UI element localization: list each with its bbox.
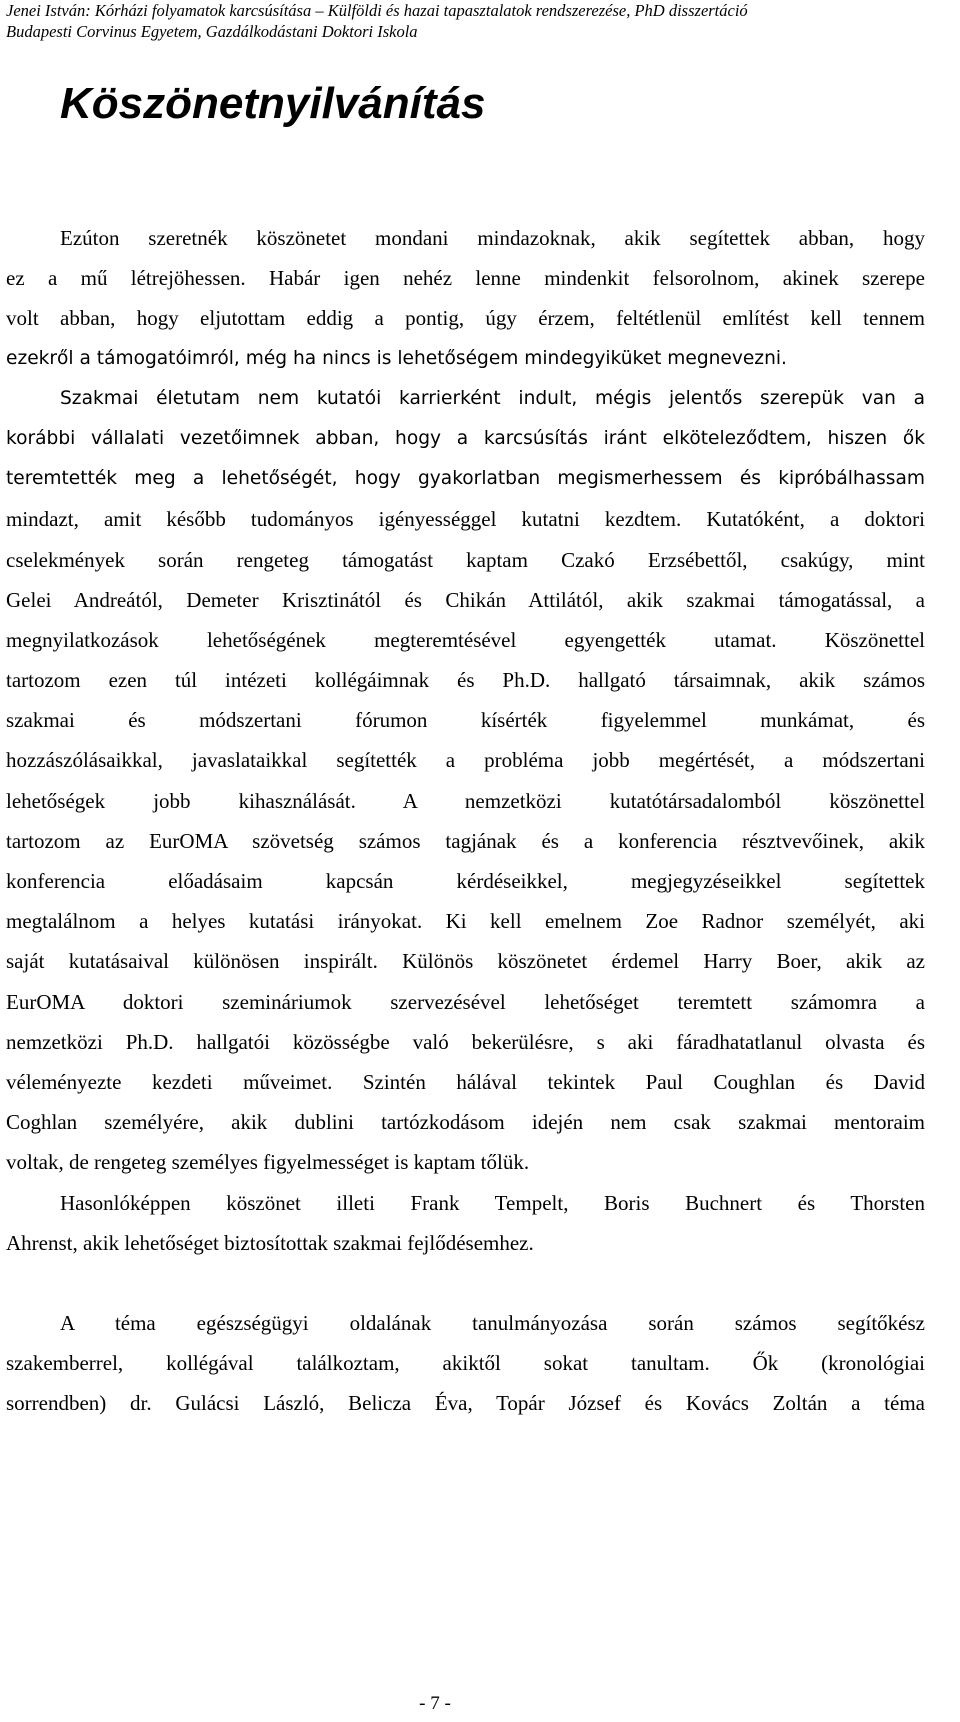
text-line: Ahrenst, akik lehetőséget biztosítottak szakmai fejlődésemhez. <box>6 1230 534 1255</box>
text-line: volt abban, hogy eljutottam eddig a pontig, úgy érzem, feltétlenül említést kell tennem <box>6 306 925 331</box>
text-line: tartozom az EurOMA szövetség számos tagjának és a konferencia résztvevőinek, akik <box>6 828 925 853</box>
text-line: mindazt, amit később tudományos igényességgel kutatni kezdtem. Kutatóként, a doktori <box>6 507 925 532</box>
text-line: teremtették meg a lehetőségét, hogy gyakorlatban megismerhessem és kipróbálhassam <box>6 468 925 490</box>
paragraph-spacer <box>6 1263 925 1303</box>
text-line: Coghlan személyére, akik dublini tartózkodásom idején nem csak szakmai mentoraim <box>6 1110 925 1135</box>
chapter-title: Köszönetnyilvánítás <box>60 79 486 128</box>
header-line-2: Budapesti Corvinus Egyetem, Gazdálkodástani Doktori Iskola <box>6 22 418 41</box>
text-line: lehetőségek jobb kihasználását. A nemzetközi kutatótársadalomból köszönettel <box>6 788 925 813</box>
text-line: voltak, de rengeteg személyes figyelmességet is kaptam tőlük. <box>6 1150 530 1175</box>
text-line: Ezúton szeretnék köszönetet mondani mindazoknak, akik segítettek abban, hogy <box>60 226 925 250</box>
page-number: - 7 - <box>419 1693 451 1714</box>
text-line: ez a mű létrejöhessen. Habár igen nehéz lenne mindenkit felsorolnom, akinek szerepe <box>6 266 925 291</box>
body-text <box>6 218 925 1423</box>
text-line: konferencia előadásaim kapcsán kérdéseikkel, megjegyzéseikkel segítettek <box>6 869 925 893</box>
text-line: ezekről a támogatóimról, még ha nincs is lehetőségem mindegyiküket megnevezni. <box>6 347 787 369</box>
text-line: Hasonlóképpen köszönet illeti Frank Tempelt, Boris Buchnert és Thorsten <box>60 1190 925 1215</box>
paragraph-2 <box>6 379 925 1183</box>
text-line: megtalálnom a helyes kutatási irányokat. Ki kell emelnem Zoe Radnor személyét, aki <box>6 909 925 934</box>
text-line: A téma egészségügyi oldalának tanulmányozása során számos segítőkész <box>60 1310 925 1335</box>
text-line: megnyilatkozások lehetőségének megteremtésével egyengették utamat. Köszönettel <box>6 627 925 652</box>
text-line: sorrendben) dr. Gulácsi László, Belicza Éva, Topár József és Kovács Zoltán a téma <box>6 1391 925 1416</box>
text-line: Szakmai életutam nem kutatói karrierként indult, mégis jelentős szerepük van a <box>60 387 925 409</box>
header-line-1: Jenei István: Kórházi folyamatok karcsúsítása – Külföldi és hazai tapasztalatok rendszerezése, PhD disszertáció <box>6 1 748 20</box>
text-line: korábbi vállalati vezetőimnek abban, hogy a karcsúsítás iránt elköteleződtem, hiszen ők <box>6 427 925 449</box>
text-line: szakemberrel, kollégával találkoztam, akiktől sokat tanultam. Ők (kronológiai <box>6 1351 925 1376</box>
paragraph-4 <box>6 1303 925 1424</box>
text-line: cselekmények során rengeteg támogatást kaptam Czakó Erzsébettől, csakúgy, mint <box>6 547 925 572</box>
text-line: véleményezte kezdeti műveimet. Szintén hálával tekintek Paul Coughlan és David <box>6 1069 925 1094</box>
text-line: nemzetközi Ph.D. hallgatói közösségbe való bekerülésre, s aki fáradhatatlanul olvasta és <box>6 1029 925 1054</box>
paragraph-1 <box>6 218 925 379</box>
text-line: EurOMA doktori szemináriumok szervezésével lehetőséget teremtett számomra a <box>6 989 925 1014</box>
paragraph-3 <box>6 1183 925 1263</box>
text-line: hozzászólásaikkal, javaslataikkal segítették a probléma jobb megértését, a módszertani <box>6 748 925 773</box>
running-header <box>6 0 956 42</box>
text-line: tartozom ezen túl intézeti kollégáimnak és Ph.D. hallgató társaimnak, akik számos <box>6 668 925 693</box>
text-line: saját kutatásaival különösen inspirált. Különös köszönetet érdemel Harry Boer, akik az <box>6 949 925 974</box>
text-line: szakmai és módszertani fórumon kísérték figyelemmel munkámat, és <box>6 708 925 733</box>
text-line: Gelei Andreától, Demeter Krisztinától és Chikán Attilától, akik szakmai támogatással, a <box>6 587 925 612</box>
